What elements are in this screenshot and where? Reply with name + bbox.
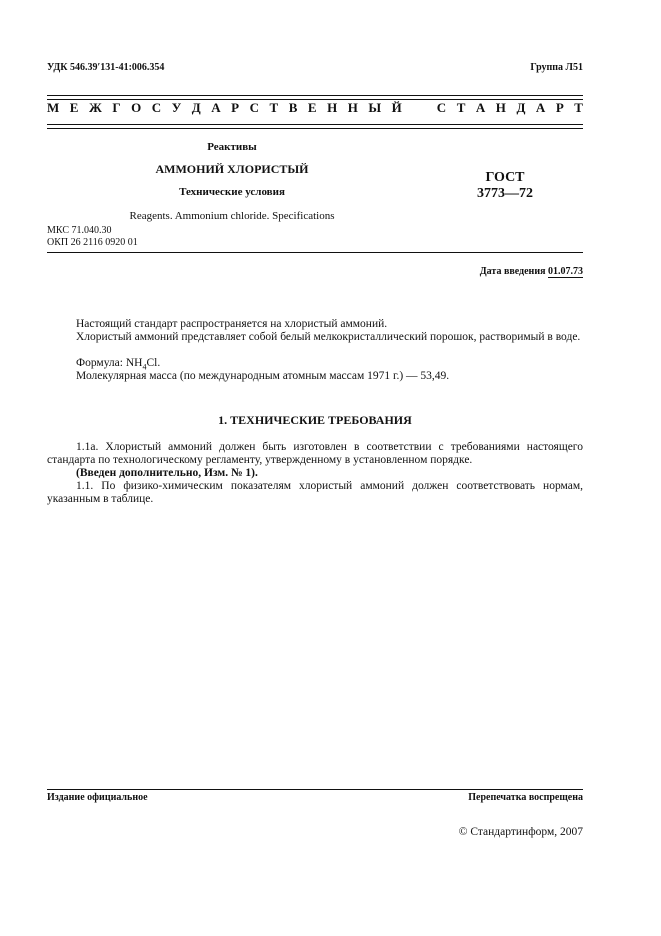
document-category: Реактивы [207,141,257,153]
intro-paragraph-description: Хлористый аммоний представляет собой белый мелкокристаллический порошок, растворимый в воде. [76,331,581,343]
heading-letter: О [131,100,142,115]
heading-letter: Р [555,100,564,115]
udk-code: УДК 546.39′131-41:006.354 [47,62,165,73]
classification-codes [47,225,138,249]
copyright: © Стандартинформ, 2007 [458,826,583,838]
document-title: АММОНИЙ ХЛОРИСТЫЙ [155,162,309,176]
clause-1-1a: 1.1а. Хлористый аммоний должен быть изготовлен в соответствии с требованиями настоящего стандарта по технологическому регламенту, утвержденному в установленном порядке. [47,441,583,466]
heading-letter: Й [391,100,402,115]
heading-letter: В [288,100,298,115]
heading-letter: Ж [88,100,102,115]
heading-letter: С [436,100,447,115]
heading-letter: У [171,100,182,115]
heading-letter: Т [574,100,583,115]
clause-1-1: 1.1. По физико-химическим показателям хлористый аммоний должен соответствовать нормам, указанным в таблице. [47,480,583,505]
footer-rule [47,789,583,790]
heading-letter: С [151,100,162,115]
introduction-date-value: 01.07.73 [548,266,583,277]
heading-letter: Д [191,100,201,115]
heading-letter: М [47,100,60,115]
heading-letter: Д [516,100,526,115]
okp-code: ОКП 26 2116 0920 01 [47,237,138,248]
footer-official-edition: Издание официальное [47,792,148,803]
intro-paragraph-scope: Настоящий стандарт распространяется на хлористый аммоний. [76,318,388,330]
heading-letter: С [249,100,259,115]
standard-type-heading [47,100,583,118]
heading-letter: Г [112,100,121,115]
formula-tail: Cl. [146,357,161,369]
english-title: Reagents. Ammonium chloride. Specifications [129,210,335,222]
heading-letter: Т [269,100,279,115]
formula-label: Формула: NH [76,357,143,369]
gost-label: ГОСТ [485,170,525,185]
heading-word-gap [412,100,426,118]
introduction-date-label: Дата введения [479,266,546,277]
formula-subscript: 4 [142,362,147,372]
document-subtitle: Технические условия [179,186,285,198]
intro-paragraph-molar-mass: Молекулярная масса (по международным атомным массам 1971 г.) — 53,49. [76,370,450,382]
gost-number: 3773—72 [477,186,533,201]
heading-letter: Н [347,100,358,115]
heading-letter: Е [307,100,317,115]
mks-code: МКС 71.040.30 [47,225,112,236]
heading-letter: А [475,100,486,115]
footer-reprint-prohibited: Перепечатка воспрещена [468,792,583,803]
group-code: Группа Л51 [530,62,583,73]
heading-letter: А [535,100,546,115]
heading-letter: Р [231,100,240,115]
gost-designation [455,170,555,202]
codes-rule [47,252,583,253]
heading-letter: Е [69,100,79,115]
heading-letter: Ы [368,100,382,115]
mid-double-rule [47,124,583,129]
heading-letter: Н [495,100,506,115]
heading-letter: А [211,100,221,115]
amendment-note: (Введен дополнительно, Изм. № 1). [76,467,258,479]
introduction-date [480,266,583,277]
heading-letter: Н [327,100,338,115]
section-heading: 1. ТЕХНИЧЕСКИЕ ТРЕБОВАНИЯ [218,413,412,427]
heading-letter: Т [456,100,466,115]
